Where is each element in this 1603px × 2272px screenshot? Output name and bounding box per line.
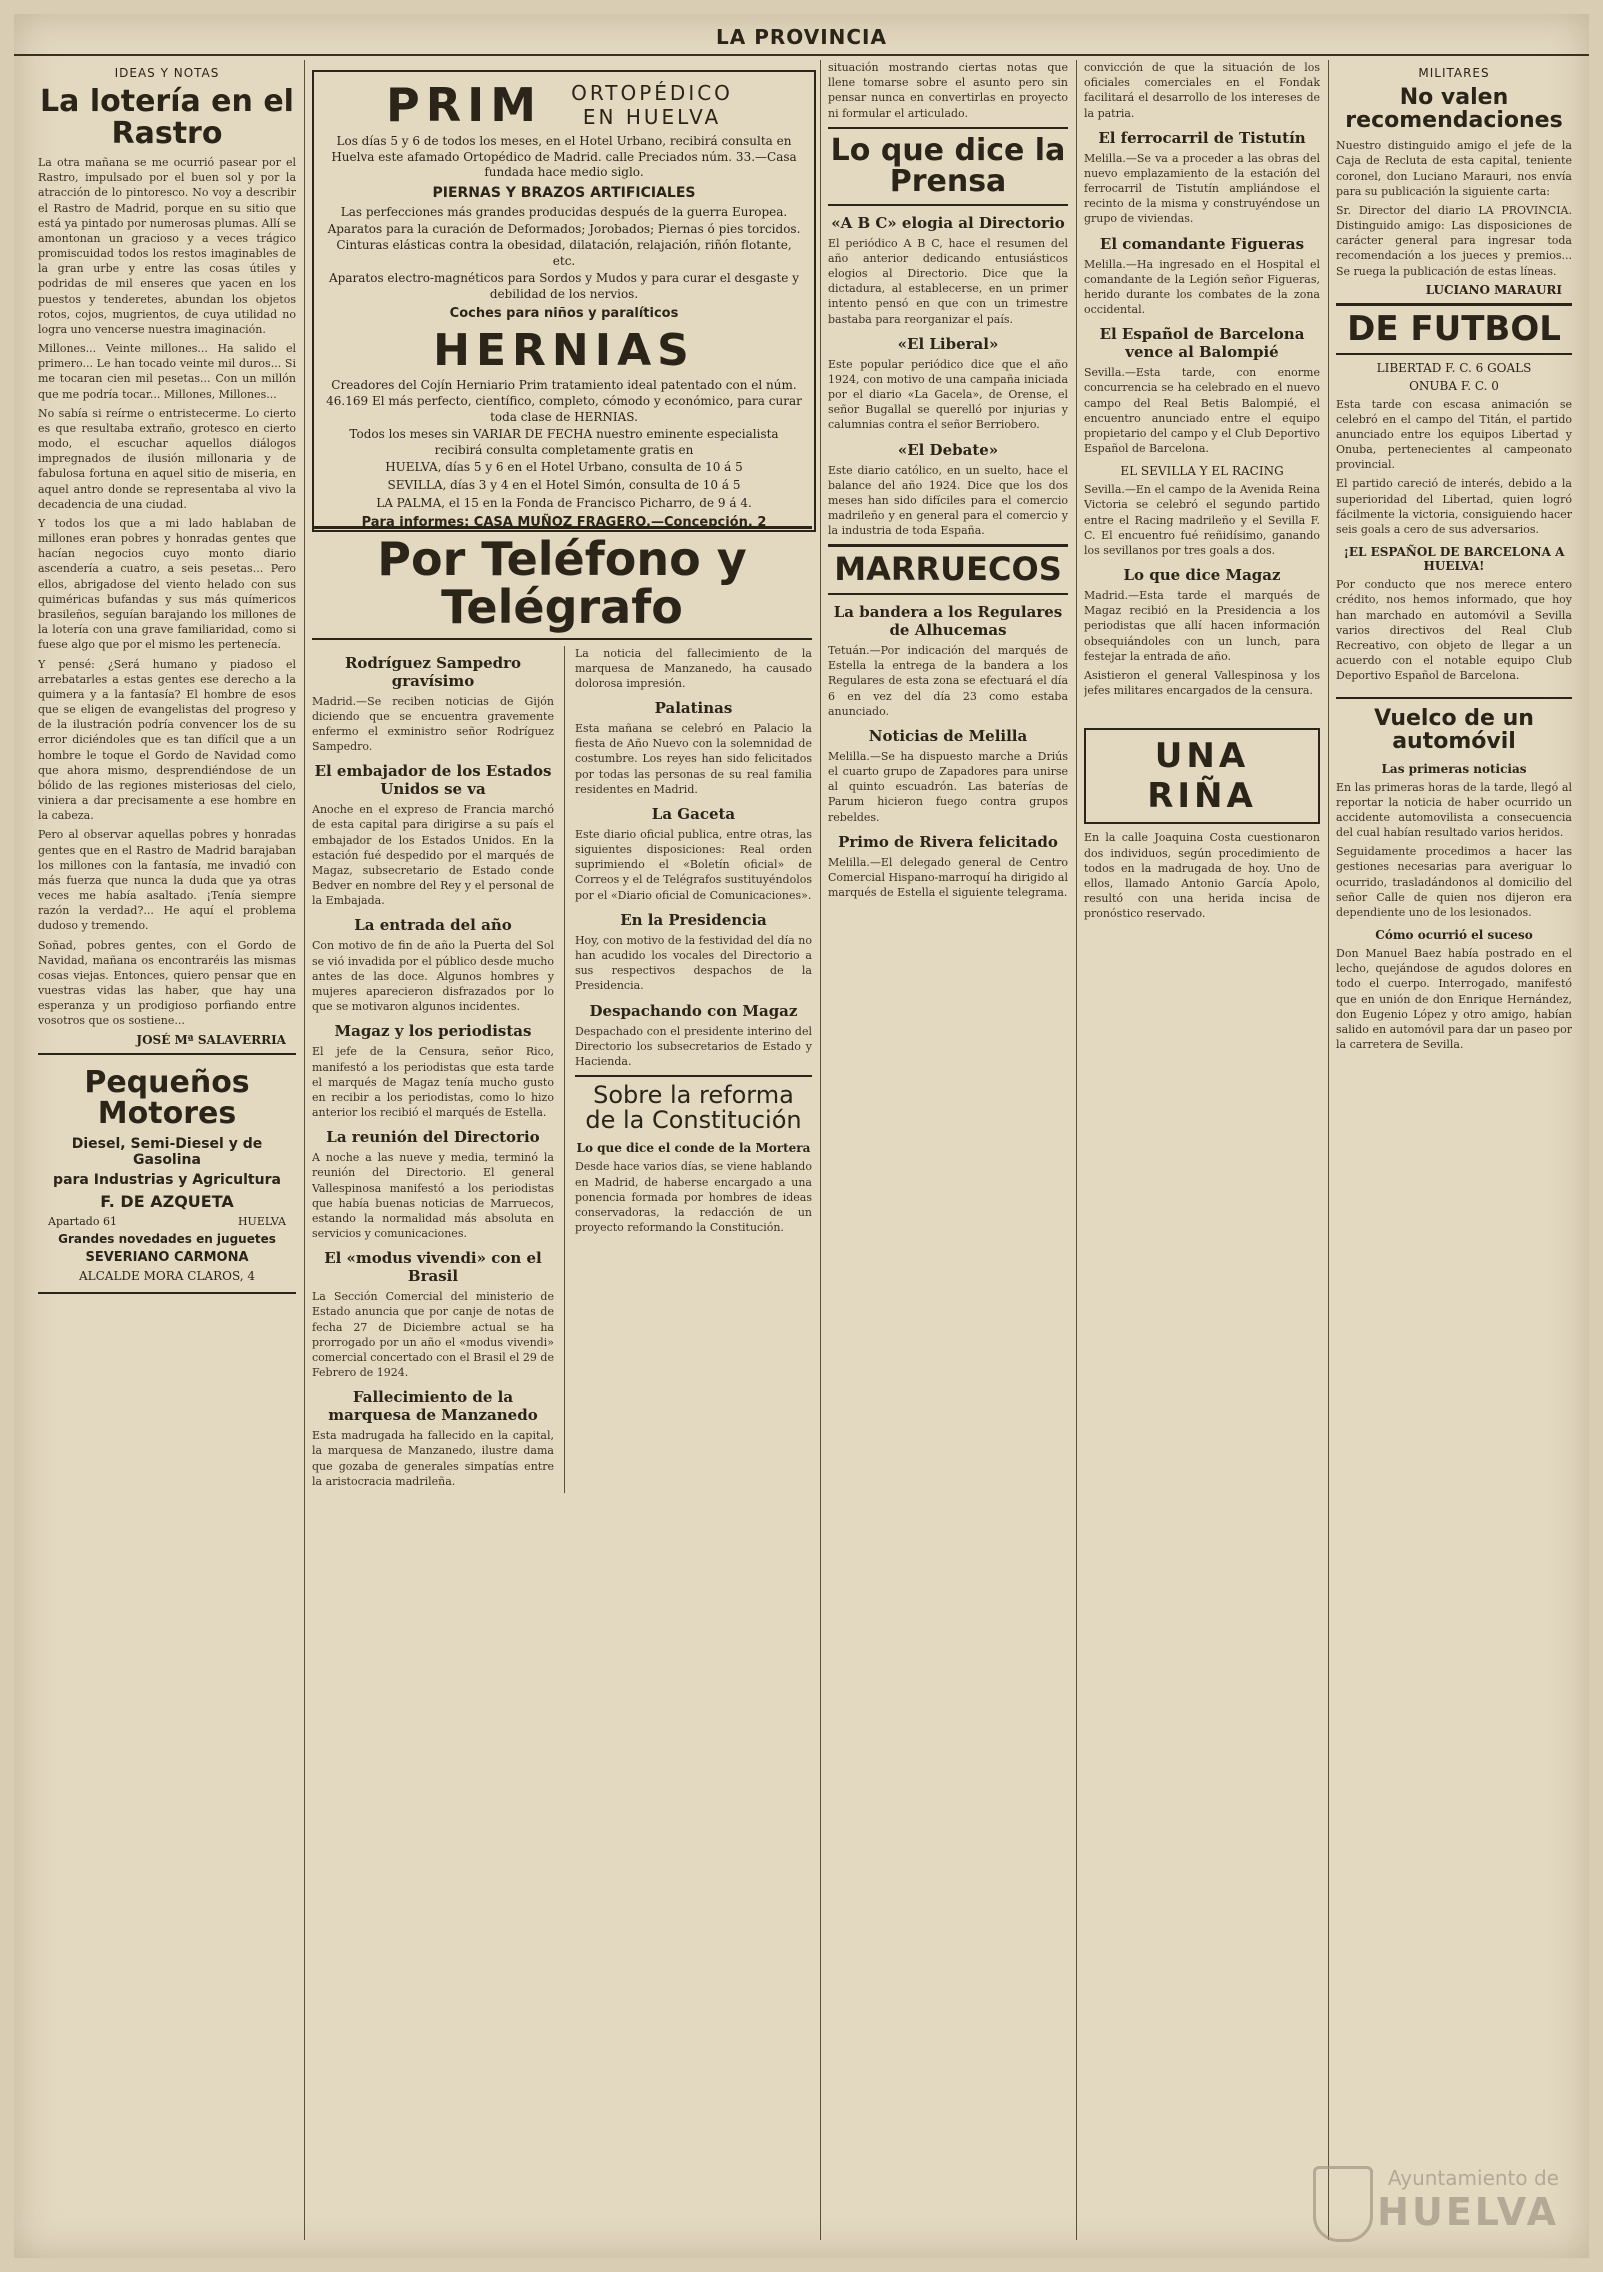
ad-text: Coches para niños y paralíticos <box>449 306 679 322</box>
headline-constitucion: Sobre la reforma de la Constitución <box>575 1075 812 1133</box>
ad-city: HUELVA <box>237 1214 286 1228</box>
article-heading: El Español de Barcelona vence al Balompié <box>1099 325 1305 362</box>
headline-lottery: La lotería en el Rastro <box>40 84 294 151</box>
ad-line: Diesel, Semi-Diesel y de Gasolina <box>71 1135 263 1168</box>
headline-futbol: DE FUTBOL <box>1336 303 1572 356</box>
coat-of-arms-icon <box>1313 2166 1373 2242</box>
article-body: situación mostrando ciertas notas que llene tomarse sobre el asunto pero sin pensar nunca en convertirlas en proyecto ni formular el articulado. <box>828 61 1068 120</box>
paragraph: La otra mañana se me ocurrió pasear por el Rastro, impulsado por el buen sol y por la atracción de lo pintoresco. No voy a describir el Rastro de Madrid, porque en su sitio que está ya pintado por numerosas plumas. Allí se amontonan un gracioso y a veces trágico promiscuidad todos los restos imaginables de la gran urbe y entre las cosas útiles y podridas de mil enseres que yacen en los puestos y tenderetes, abundan los objetos rotos, cojos, mugrientos, de cuya utilidad no logra uno vencerse nuestra imaginación. <box>38 156 296 336</box>
ad-text: Las perfecciones más grandes producidas después de la guerra Europea. <box>340 204 788 219</box>
ad-title: Pequeños Motores <box>84 1064 250 1132</box>
ad-text: LA PALMA, el 15 en la Fonda de Francisco Picharro, de 9 á 4. <box>376 495 752 510</box>
column-melilla <box>1084 60 1320 2240</box>
ad-text: Aparatos electro-magnéticos para Sordos y Mudos y para curar el desgaste y debilidad de los nervios. <box>329 271 799 301</box>
article-subheading: Las primeras noticias <box>1381 761 1527 776</box>
column-militares <box>1336 60 1572 2240</box>
article-body: Melilla.—Se va a proceder a las obras del nuevo emplazamiento de la estación del ferrocarril de Tistutín ampliándose el recinto de la misma y construyéndose un grupo de viviendas. <box>1084 151 1320 226</box>
column-rule <box>564 646 565 1493</box>
article-body: A noche a las nueve y media, terminó la reunión del Directorio. El general Vallespinosa manifestó a los periodistas que había buenas noticias de Marruecos, estando la normalidad más absoluta en servicios y comunicaciones. <box>312 1151 554 1241</box>
telefono-columns <box>312 646 812 1493</box>
article-body: Sevilla.—Esta tarde, con enorme concurrencia se ha celebrado en el nuevo campo del Real Betis Balompié, el encuentro anunciado entre el equipo propietario del campo y el Club Deportivo Español de Barcelona. <box>1084 366 1320 456</box>
headline-riña: UNA RIÑA <box>1147 736 1257 817</box>
article-body: Desde hace varios días, se viene hablando en Madrid, de haberse encargado a una ponencia formada por hombres de ideas conservadoras, la redacción de un proyecto reformando la Constitución. <box>574 1160 812 1235</box>
masthead-title: LA PROVINCIA <box>716 25 887 49</box>
article-heading: Fallecimiento de la marquesa de Manzanedo <box>328 1388 538 1425</box>
newspaper-page <box>14 14 1589 2258</box>
ad-prim <box>312 70 816 532</box>
article-heading: El ferrocarril de Tistutín <box>1098 128 1306 147</box>
paragraph: Y todos los que a mi lado hablaban de millones eran pobres y honradas gentes que hacían negocios cuyo monto diario ascendería a cuatro, a seis pesetas... Pero ellos, abrigadose del viento helado con sus quiméricas bufandas y sus más químericos brasileños, seguían barajando los millones de la lotería con una grave familiaridad, como si fuese algo que por el mismo les pertenecía. <box>38 516 296 652</box>
article-subheading: Lo que dice el conde de la Mortera <box>576 1141 811 1156</box>
column-prensa <box>828 60 1068 2240</box>
ad-apartado: Apartado 61 <box>48 1214 117 1228</box>
article-body: El jefe de la Censura, señor Rico, manifestó a los periodistas que esta tarde el marqués de Magaz tenía mucho gusto en recibir a los periodistas, como lo hizo anterior los recibió el marqués de Estella. <box>312 1045 554 1120</box>
column-rule <box>304 60 305 2240</box>
ad-line: ALCALDE MORA CLAROS, 4 <box>78 1268 256 1283</box>
article-heading: El «modus vivendi» con el Brasil <box>324 1249 542 1286</box>
article-heading: EL SEVILLA Y EL RACING <box>1120 464 1284 479</box>
riña-box <box>1084 728 1320 824</box>
article-heading: Despachando con Magaz <box>589 1001 798 1020</box>
headline-recomendaciones: No valen recomendaciones <box>1345 85 1563 134</box>
ad-prim-title: PRIM <box>385 78 543 132</box>
article-heading: Rodríguez Sampedro gravísimo <box>344 653 522 690</box>
paragraph: Millones... Veinte millones... Ha salido el primero... Le han tocado veinte mil duros... Si me tocaran cien mil pesetas... Con un millón que me podría tocar... Millones, Millones... <box>38 342 296 401</box>
ad-line: para Industrias y Agricultura <box>53 1171 281 1188</box>
watermark <box>1377 2166 1559 2234</box>
paragraph: Soñad, pobres gentes, con el Gordo de Navidad, mañana os encontraréis las mismas cosas viejas. Entonces, quiero pensar que en vuestras vidas las haber, que hay una esperanza y un prodigioso porfiando entre vosotros que os sostiene... <box>38 938 296 1028</box>
article-heading: La reunión del Directorio <box>326 1128 540 1147</box>
column-rule <box>820 60 821 2240</box>
ad-text: Aparatos para la curación de Deformados; Jorobados; Piernas ó pies torcidos. Cinturas elásticas contra la obesidad, dilatación, relajación, riñón flotante, etc. <box>327 222 801 268</box>
article-body: En la calle Joaquina Costa cuestionaron dos individuos, según procedimiento de todos en la madrugada de hoy. Uno de ellos, llamado Antonio García Apolo, resultó con una herida incisa de pronóstico reservado. <box>1084 831 1320 921</box>
article-body: El periódico A B C, hace el resumen del año anterior dedicando entusiásticos elogios al Directorio. Dice que la dictadura, al establecerse, en un primer intento pensó en que con un trimestre bastaba para reorganizar el país. <box>828 236 1068 326</box>
headline-prensa: Lo que dice la Prensa <box>828 127 1068 206</box>
score-line: ONUBA F. C. 0 <box>1409 379 1499 394</box>
article-heading: El comandante Figueras <box>1099 234 1305 253</box>
article-heading: Palatinas <box>654 699 733 718</box>
article-heading: «El Liberal» <box>897 334 999 353</box>
section-label: IDEAS Y NOTAS <box>114 66 220 80</box>
article-body: Por conducto que nos merece entero crédito, nos hemos informado, que hoy han marchado en automóvil a Sevilla varios directivos del Real Club Recreativo, con objeto de llegar a un acuerdo con el notable equipo Club Deportivo Español de Barcelona. <box>1336 578 1572 683</box>
ad-company: F. DE AZQUETA <box>100 1191 234 1211</box>
watermark-line: Ayuntamiento de <box>1387 2166 1559 2190</box>
ad-address <box>48 1215 286 1228</box>
article-body: El partido careció de interés, debido a la superioridad del Libertad, quien logró fácilmente la victoria, consiguiendo hacer seis goals a cero de sus adversarios. <box>1336 477 1572 536</box>
section-label: MILITARES <box>1418 66 1490 80</box>
article-heading: Magaz y los periodistas <box>334 1022 532 1041</box>
score-line: LIBERTAD F. C. 6 GOALS <box>1376 361 1532 376</box>
article-heading: «A B C» elogia al Directorio <box>831 213 1065 232</box>
paragraph: Y pensé: ¿Será humano y piadoso el arrebatarles a estas gentes ese derecho a la quimera y a la fantasía? El hombre de esos que se eligen de evangelistas del progreso y de la ilustración podría convencer los de su error diciéndoles que es tan difícil que a un hombre le toque el Gordo de Navidad como que ahora mismo, desprendiéndose de un bólido de las regiones misteriosas del cielo, viniera a dar precisamente a ese hombre en la cabeza. <box>38 657 296 823</box>
column-rule <box>1328 60 1329 2240</box>
article-heading: Lo que dice Magaz <box>1123 566 1281 585</box>
article-body: Anoche en el expreso de Francia marchó de esta capital para dirigirse a su país el embajador de los Estados Unidos. En la estación fué despedido por el marqués de Magaz, subsecretario de Estado conde Bedver en nombre del Rey y el personal de la Embajada. <box>312 803 554 908</box>
article-heading: Primo de Rivera felicitado <box>838 832 1058 851</box>
article-heading: Cómo ocurrió el suceso <box>1375 928 1533 943</box>
article-heading: En la Presidencia <box>620 910 767 929</box>
article-body: Este diario católico, en un suelto, hace el balance del año 1924. Dice que los dos meses han sido difíciles para el comercio madrileño y en general para el comercio y la industria de toda España. <box>828 463 1068 538</box>
ad-contact: Para informes: CASA MUÑOZ FRAGERO.—Concepción, 2 <box>361 515 767 531</box>
article-body: convicción de que la situación de los oficiales comerciales en el Fondak facilitará el desarrollo de los intereses de la patria. <box>1084 61 1320 120</box>
ad-text: SEVILLA, días 3 y 4 en el Hotel Simón, consulta de 10 á 5 <box>387 477 741 492</box>
headline-telefono: Por Teléfono y Telégrafo <box>312 526 812 640</box>
article-body: Con motivo de fin de año la Puerta del Sol se vió invadida por el público desde mucho antes de las doce. Algunos hombres y mujeres aparecieron disfrazados por lo que se motivaron algunos incidentes. <box>312 939 554 1014</box>
author-signature: JOSÉ Mª SALAVERRIA <box>136 1032 286 1047</box>
article-body: Este popular periódico dice que el año 1924, con motivo de una campaña iniciada por el diario «La Gacela», de Orense, el señor Bugallal se querelló por injurias y calumnias contra el señor Berriobero. <box>828 357 1068 432</box>
section-telefono <box>312 526 812 2240</box>
article-heading: La entrada del año <box>354 916 512 935</box>
article-body: Despachado con el presidente interino del Directorio los subsecretarios de Estado y Hacienda. <box>574 1024 812 1068</box>
article-heading: La Gaceta <box>651 804 736 823</box>
article-body: La Sección Comercial del ministerio de Estado anuncia que por canje de notas de fecha 27 de Diciembre actual se ha prorrogado por un año el «modus vivendi» comercial concertado con el Brasil el 29 de Febrero de 1924. <box>312 1290 554 1380</box>
article-heading: El embajador de los Estados Unidos se va <box>314 762 552 799</box>
headline-marruecos: MARRUECOS <box>828 544 1068 595</box>
article-body: Nuestro distinguido amigo el jefe de la Caja de Recluta de esta capital, teniente coronel, don Luciano Marauri, nos envía para su publicación la siguiente carta: <box>1336 139 1572 198</box>
telefono-col-a <box>312 646 554 1493</box>
ad-motores <box>38 1053 296 1295</box>
column-lottery <box>38 60 296 2240</box>
ad-text: PIERNAS Y BRAZOS ARTIFICIALES <box>432 184 696 201</box>
article-body: Esta mañana se celebró en Palacio la fiesta de Año Nuevo con la solemnidad de costumbre. Los reyes han sido felicitados por todas las personas de su real familia residentes en Madrid. <box>574 722 812 796</box>
column-rule <box>1076 60 1077 2240</box>
article-heading: «El Debate» <box>897 440 999 459</box>
article-heading: ¡EL ESPAÑOL DE BARCELONA A HUELVA! <box>1343 545 1565 574</box>
article-body: Esta madrugada ha fallecido en la capital, la marquesa de Manzanedo, ilustre dama que gozaba de generales simpatías entre la aristocracia madrileña. <box>312 1429 554 1488</box>
article-body: Don Manuel Baez había postrado en el lecho, quejándose de agudos dolores en todo el cuerpo. Interrogado, manifestó que en unión de don Enrique Hernández, don Eugenio López y otro amigo, habían salido en automóvil para dar un paseo por la carretera de Sevilla. <box>1336 947 1572 1052</box>
ad-prim-subtitle: ORTOPÉDICO EN HUELVA <box>571 81 733 129</box>
article-body: Madrid.—Se reciben noticias de Gijón diciendo que se encuentra gravemente enfermo el exministro señor Rodríguez Sampedro. <box>312 694 554 754</box>
ad-line: SEVERIANO CARMONA <box>85 1249 249 1265</box>
article-body: En las primeras horas de la tarde, llegó al reportar la noticia de haber ocurrido un accidente automovilista a consecuencia del cual habían resultado varios heridos. <box>1336 780 1572 840</box>
article-body: Seguidamente procedimos a hacer las gestiones necesarias para averiguar lo ocurrido, trasladándonos al domicilio del señor Calle de quien nos dijeron era dependiente uno de los lesionados. <box>1336 845 1572 919</box>
watermark-line: HUELVA <box>1377 2190 1559 2234</box>
article-body: Melilla.—El delegado general de Centro Comercial Hispano-marroquí ha dirigido al marqués de Estella el siguiente telegrama. <box>828 855 1068 900</box>
ad-line: Grandes novedades en juguetes <box>58 1231 276 1246</box>
article-body: Hoy, con motivo de la festividad del día no han acudido los vocales del Directorio a sus respectivos despachos de la Presidencia. <box>574 933 812 993</box>
ad-text: Creadores del Cojín Herniario Prim tratamiento ideal patentado con el núm. 46.169 El más perfecto, científico, completo, cómodo y económico, para curar toda clase de HERNIAS. <box>326 378 802 424</box>
ad-hernias: HERNIAS <box>433 325 695 377</box>
article-body: La noticia del fallecimiento de la marquesa de Manzanedo, ha causado dolorosa impresión. <box>574 646 812 690</box>
article-body: Asistieron el general Vallespinosa y los jefes militares encargados de la censura. <box>1084 668 1320 698</box>
ad-prim-header <box>324 78 804 132</box>
article-body: Este diario oficial publica, entre otras, las siguientes disposiciones: Real orden suprimiendo el «Boletín oficial» de Correos y el de Telégrafos sustituyéndolos por el «Diario oficial de Comunicaciones». <box>574 827 812 902</box>
masthead <box>14 20 1589 56</box>
article-body: Melilla.—Se ha dispuesto marche a Driús el cuarto grupo de Zapadores para unirse al quinto escuadrón. Las baterías de Parum hicieron fuego contra grupos rebeldes. <box>828 749 1068 824</box>
telefono-col-b <box>575 646 812 1493</box>
article-body: Melilla.—Ha ingresado en el Hospital el comandante de la Legión señor Figueras, herido durante los combates de la zona occidental. <box>1084 257 1320 317</box>
article-heading: Noticias de Melilla <box>868 726 1028 745</box>
author-signature: LUCIANO MARAURI <box>1425 282 1562 297</box>
ad-text: Todos los meses sin VARIAR DE FECHA nuestro eminente especialista recibirá consulta completamente gratis en <box>349 427 779 457</box>
ad-text: Los días 5 y 6 de todos los meses, en el Hotel Urbano, recibirá consulta en Huelva este afamado Ortopédico de Madrid. calle Preciados núm. 33.—Casa fundada hace medio siglo. <box>331 134 797 180</box>
paragraph: Pero al observar aquellas pobres y honradas gentes que en el Rastro de Madrid barajaban los millones con la fantasía, me invadió con más fuerza que nunca la duda que ya otras veces me había asaltado. ¡Tenía siempre razón la verdad?... He aquí el problema dudoso y tremendo. <box>38 828 296 933</box>
headline-automovil: Vuelco de un automóvil <box>1336 697 1572 753</box>
paragraph: No sabía si reírme o entristecerme. Lo cierto es que resultaba extraño, grotesco en cierto modo, el escuchar aquellos diálogos impregnados de ilusión millonaria y de fabulosa fortuna en aquel sitio de miseria, en aquel antro donde se representaba al vivo la decadencia de una ciudad. <box>38 406 296 511</box>
article-body: Esta tarde con escasa animación se celebró en el campo del Titán, el partido anunciado entre los equipos Libertad y Onuba, pertenecientes al campeonato provincial. <box>1336 397 1572 472</box>
article-body: Madrid.—Esta tarde el marqués de Magaz recibió en la Presidencia a los periodistas que allí hacen información obsequiándoles con un lunch, para festejar la entrada de año. <box>1084 589 1320 663</box>
article-body: Sr. Director del diario LA PROVINCIA. Distinguido amigo: Las disposiciones de carácter general para ingresar toda recomendación a los jueces y premios... Se ruega la publicación de estas líneas. <box>1336 203 1572 278</box>
article-body: Tetuán.—Por indicación del marqués de Estella la entrega de la bandera a los Regulares de esta zona se efectuará el día 6 en vez del día 23 como estaba anunciado. <box>828 644 1068 718</box>
article-body: Sevilla.—En el campo de la Avenida Reina Victoria se celebró el segundo partido entre el Racing madrileño y el Sevilla F. C. El encuentro fué reñidísimo, ganando los sevillanos por tres goals a dos. <box>1084 483 1320 557</box>
ad-text: HUELVA, días 5 y 6 en el Hotel Urbano, consulta de 10 á 5 <box>385 460 743 475</box>
article-heading: La bandera a los Regulares de Alhucemas <box>833 603 1063 640</box>
